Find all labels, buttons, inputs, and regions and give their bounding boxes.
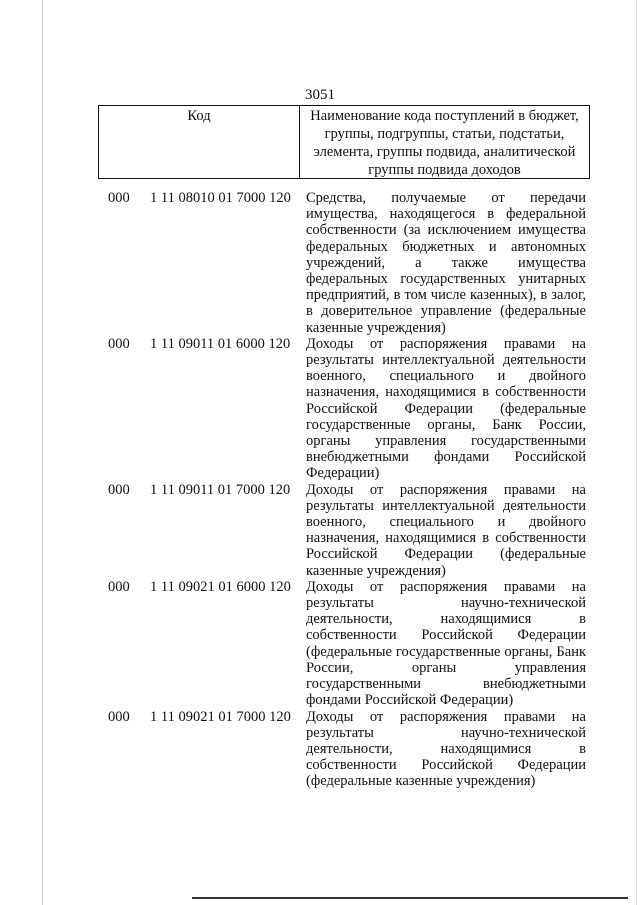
revenue-code: 1 11 09021 01 7000 120 bbox=[150, 708, 291, 725]
table-row bbox=[0, 482, 640, 579]
page-number: 3051 bbox=[305, 87, 335, 103]
table-row bbox=[0, 336, 640, 482]
revenue-description: Доходы от распоряжения правами на результаты интеллектуальной деятельности военного, специального и двойного назначения, находящимися в собственности Российской Федерации (федеральные казенные учреждения) bbox=[306, 481, 586, 579]
code-list bbox=[0, 190, 640, 790]
page-edge-bottom bbox=[192, 897, 628, 899]
admin-code: 000 bbox=[108, 481, 130, 498]
revenue-code: 1 11 09011 01 7000 120 bbox=[150, 481, 291, 498]
table-row bbox=[0, 579, 640, 709]
revenue-code: 1 11 09021 01 6000 120 bbox=[150, 578, 291, 595]
revenue-code: 1 11 09011 01 6000 120 bbox=[150, 335, 291, 352]
table-header bbox=[98, 105, 590, 179]
revenue-description: Доходы от распоряжения правами на результаты интеллектуальной деятельности военного, специального и двойного назначения, находящимися в собственности Российской Федерации (федеральные государственные органы, Банк России, органы управления государственными внебюджетными фондами Российской Федерации) bbox=[306, 335, 586, 482]
revenue-description: Доходы от распоряжения правами на результаты научно-технической деятельности, находящимися в собственности Российской Федерации (федеральные казенные учреждения) bbox=[306, 708, 586, 790]
table-row bbox=[0, 709, 640, 790]
revenue-description: Доходы от распоряжения правами на результаты научно-технической деятельности, находящимися в собственности Российской Федерации (федеральные государственные органы, Банк России, органы управления государственными внебюджетными фондами Российской Федерации) bbox=[306, 578, 586, 709]
header-name-column: Наименование кода поступлений в бюджет, группы, подгруппы, статьи, подстатьи, элемента, группы подвида, аналитической группы подвида доходов bbox=[310, 108, 579, 178]
revenue-code: 1 11 08010 01 7000 120 bbox=[150, 190, 291, 206]
admin-code: 000 bbox=[108, 190, 130, 206]
revenue-description: Средства, получаемые от передачи имущества, находящегося в федеральной собственности (за исключением имущества федеральных бюджетных и автономных учреждений, а также имущества федеральных государственных унитарных предприятий, в том числе казенных), в залог, в доверительное управление (федеральные казенные учреждения) bbox=[306, 190, 586, 336]
admin-code: 000 bbox=[108, 578, 130, 595]
admin-code: 000 bbox=[108, 708, 130, 725]
table-row bbox=[0, 190, 640, 336]
header-code-column: Код bbox=[99, 106, 300, 178]
admin-code: 000 bbox=[108, 335, 130, 352]
